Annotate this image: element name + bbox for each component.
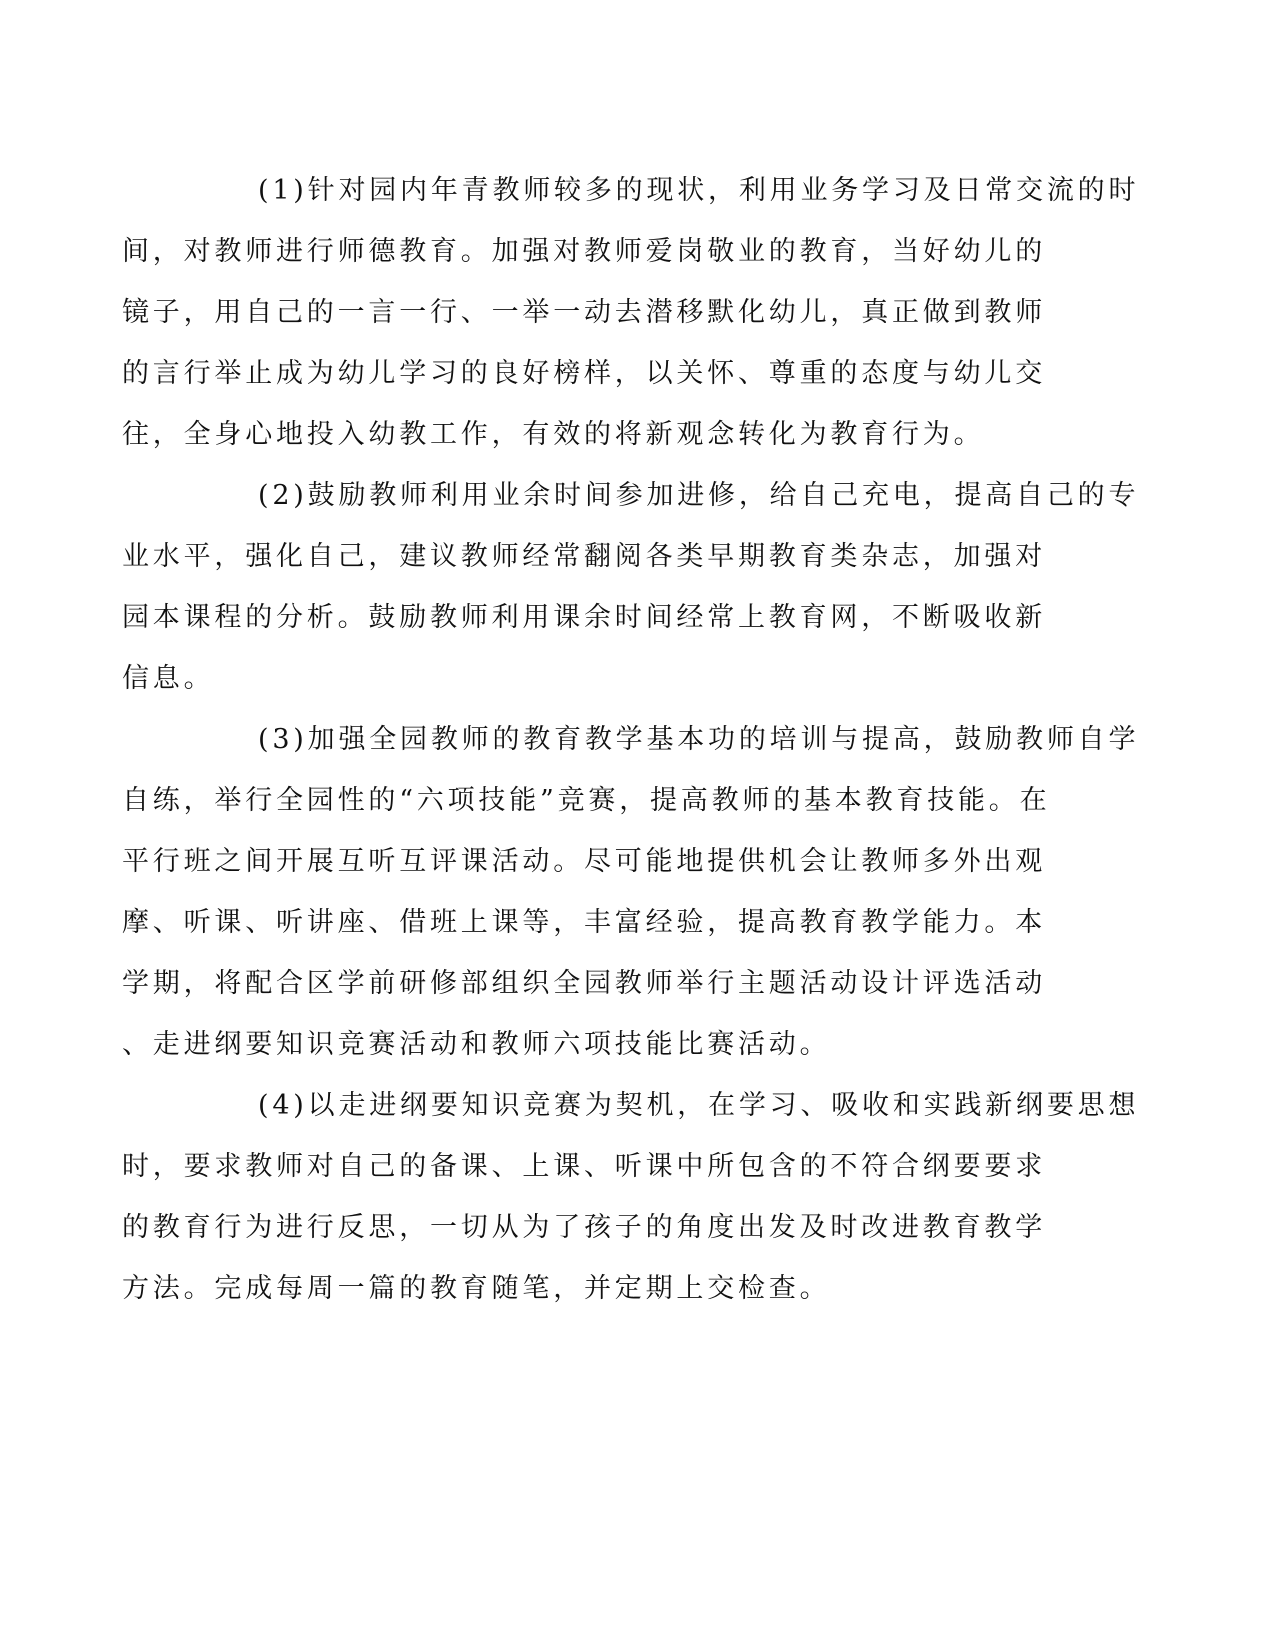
text-line: (4)以走进纲要知识竞赛为契机，在学习、吸收和实践新纲要思想 <box>258 1090 1140 1121</box>
text-line: 信息。 <box>122 663 215 694</box>
paragraph-1 <box>122 160 1140 465</box>
text-line: 镜子，用自己的一言一行、一举一动去潜移默化幼儿，真正做到教师 <box>122 297 1046 328</box>
text-line: 平行班之间开展互听互评课活动。尽可能地提供机会让教师多外出观 <box>122 846 1046 877</box>
text-line: 园本课程的分析。鼓励教师利用课余时间经常上教育网，不断吸收新 <box>122 602 1046 633</box>
text-line: 学期，将配合区学前研修部组织全园教师举行主题活动设计评选活动 <box>122 968 1046 999</box>
text-line: 自练，举行全园性的“六项技能”竞赛，提高教师的基本教育技能。在 <box>122 785 1051 816</box>
paragraph-3 <box>122 709 1140 1075</box>
text-line: 的言行举止成为幼儿学习的良好榜样，以关怀、尊重的态度与幼儿交 <box>122 358 1046 389</box>
paragraph-2 <box>122 465 1140 709</box>
text-line: (2)鼓励教师利用业余时间参加进修，给自己充电，提高自己的专 <box>258 480 1140 511</box>
text-line: 方法。完成每周一篇的教育随笔，并定期上交检查。 <box>122 1273 831 1304</box>
text-line: (3)加强全园教师的教育教学基本功的培训与提高，鼓励教师自学 <box>258 724 1140 755</box>
text-line: 摩、听课、听讲座、借班上课等，丰富经验，提高教育教学能力。本 <box>122 907 1046 938</box>
text-line: 的教育行为进行反思，一切从为了孩子的角度出发及时改进教育教学 <box>122 1212 1046 1243</box>
text-line: 时，要求教师对自己的备课、上课、听课中所包含的不符合纲要要求 <box>122 1151 1046 1182</box>
text-line: 业水平，强化自己，建议教师经常翻阅各类早期教育类杂志，加强对 <box>122 541 1046 572</box>
text-line: (1)针对园内年青教师较多的现状，利用业务学习及日常交流的时 <box>258 175 1140 206</box>
paragraph-4 <box>122 1075 1140 1319</box>
text-line: 间，对教师进行师德教育。加强对教师爱岗敬业的教育，当好幼儿的 <box>122 236 1046 267</box>
text-line: 往，全身心地投入幼教工作，有效的将新观念转化为教育行为。 <box>122 419 985 450</box>
document-body <box>122 160 1140 1319</box>
text-line: 、走进纲要知识竞赛活动和教师六项技能比赛活动。 <box>122 1029 831 1060</box>
